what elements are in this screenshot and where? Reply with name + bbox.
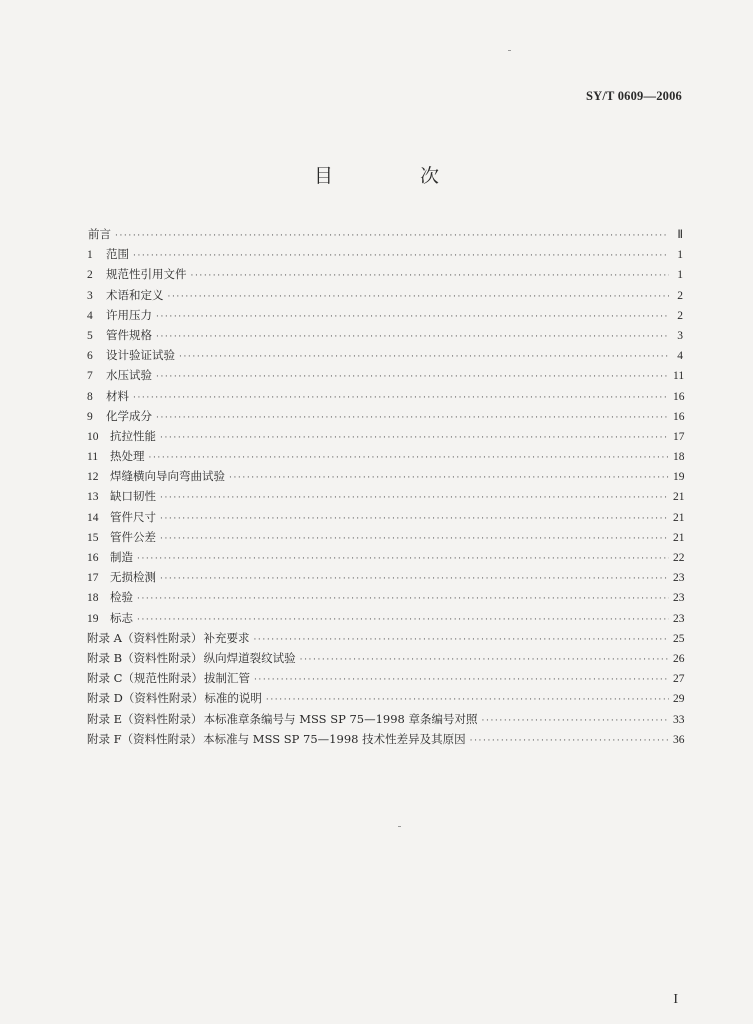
scan-speck — [398, 826, 401, 827]
dot-leader — [156, 413, 669, 423]
toc-entry-page: 11 — [673, 370, 685, 383]
toc-entry[interactable] — [87, 569, 683, 589]
appendix-heading: 附录 B（资料性附录） — [87, 650, 203, 665]
toc-entry-title: 管件尺寸 — [110, 509, 156, 524]
dot-leader — [482, 716, 669, 726]
appendix-heading: 附录 E（资料性附录） — [87, 711, 203, 726]
appendix-title: 标准的说明 — [204, 691, 262, 706]
toc-entry-title: 焊缝横向导向弯曲试验 — [110, 469, 225, 484]
toc-entry-number: 8 — [87, 390, 93, 403]
toc-entry-title: 化学成分 — [106, 408, 152, 423]
dot-leader — [253, 635, 669, 645]
appendix-page: 25 — [673, 632, 685, 645]
appendix-page: 27 — [673, 673, 685, 686]
dot-leader — [160, 433, 669, 443]
appendix-heading: 附录 F（资料性附录） — [87, 731, 203, 746]
appendix-page: 36 — [673, 733, 685, 746]
toc-entry-title: 检验 — [110, 590, 133, 605]
toc-entry[interactable] — [87, 388, 683, 408]
dot-leader — [300, 655, 669, 665]
dot-leader — [156, 372, 669, 382]
dot-leader — [254, 675, 669, 685]
toc-entry-title: 管件公差 — [110, 529, 156, 544]
appendix-heading: 附录 D（资料性附录） — [87, 691, 204, 706]
toc-entry[interactable] — [87, 448, 683, 468]
appendix-page: 29 — [673, 693, 685, 706]
appendix-title: 拔制汇管 — [203, 671, 250, 686]
toc-entry[interactable] — [87, 610, 683, 630]
toc-entry[interactable] — [87, 226, 683, 246]
toc-entry-title: 管件规格 — [106, 327, 152, 342]
appendix-title: 本标准与 MSS SP 75—1998 技术性差异及其原因 — [203, 731, 466, 746]
dot-leader — [115, 231, 669, 241]
toc-entry[interactable] — [87, 488, 683, 508]
toc-entry-page: 18 — [673, 451, 685, 464]
toc-entry-page: 16 — [673, 410, 685, 423]
toc-entry[interactable] — [87, 246, 683, 266]
toc-appendix-entry[interactable] — [87, 630, 683, 650]
appendix-title: 本标准章条编号与 MSS SP 75—1998 章条编号对照 — [203, 711, 478, 726]
toc-entry[interactable] — [87, 589, 683, 609]
toc-entry-number: 3 — [87, 289, 93, 302]
toc-entry[interactable] — [87, 529, 683, 549]
toc-entry-page: 21 — [673, 491, 685, 504]
toc-entry-number: 1 — [87, 249, 93, 262]
toc-entry[interactable] — [87, 327, 683, 347]
toc-entry-number: 17 — [87, 572, 99, 585]
toc-entry[interactable] — [87, 367, 683, 387]
dot-leader — [133, 251, 669, 261]
toc-appendix-entry[interactable] — [87, 731, 683, 751]
toc-appendix-entry[interactable] — [87, 650, 683, 670]
toc-entry-title: 范围 — [106, 247, 129, 262]
scan-speck — [508, 50, 511, 51]
dot-leader — [266, 695, 669, 705]
toc-entry-title: 许用压力 — [106, 307, 152, 322]
toc-entry-number: 14 — [87, 511, 99, 524]
dot-leader — [137, 554, 669, 564]
toc-entry-number: 12 — [87, 471, 99, 484]
dot-leader — [133, 393, 669, 403]
dot-leader — [160, 514, 669, 524]
toc-entry-page: 23 — [673, 592, 685, 605]
toc-entry-number: 18 — [87, 592, 99, 605]
dot-leader — [137, 615, 669, 625]
toc-entry-page: 19 — [673, 471, 685, 484]
toc-entry[interactable] — [87, 509, 683, 529]
toc-entry-page: 2 — [677, 289, 683, 302]
toc-entry-number: 5 — [87, 329, 93, 342]
toc-appendix-entry[interactable] — [87, 711, 683, 731]
toc-entry-title: 热处理 — [110, 449, 145, 464]
toc-entry-number: 11 — [87, 451, 99, 464]
page-title: 目 次 — [313, 165, 473, 187]
toc-entry-page: 21 — [673, 511, 685, 524]
toc-entry-number: 15 — [87, 531, 99, 544]
toc-entry-page: 3 — [677, 329, 683, 342]
toc-entry[interactable] — [87, 408, 683, 428]
toc-entry-title: 规范性引用文件 — [106, 267, 187, 282]
toc-entry[interactable] — [87, 428, 683, 448]
toc-entry[interactable] — [87, 468, 683, 488]
dot-leader — [179, 352, 669, 362]
toc-entry-page: 2 — [677, 309, 683, 322]
toc-entry-title: 制造 — [110, 550, 133, 564]
dot-leader — [156, 332, 669, 342]
appendix-title: 纵向焊道裂纹试验 — [203, 650, 296, 665]
page-folio: I — [673, 992, 678, 1007]
appendix-title: 补充要求 — [203, 630, 250, 645]
toc-entry-page: 16 — [673, 390, 685, 403]
toc-entry-title: 标志 — [110, 610, 133, 625]
toc-entry-page: 21 — [673, 531, 685, 544]
toc-entry-page: 17 — [673, 430, 685, 443]
appendix-page: 33 — [673, 713, 685, 726]
toc-entry-number: 7 — [87, 370, 93, 383]
toc-entry-number: 9 — [87, 410, 93, 423]
toc-entry-page: 22 — [673, 552, 685, 564]
dot-leader — [191, 271, 670, 281]
toc-entry-title: 前言 — [88, 227, 111, 241]
toc-entry-number: 19 — [87, 612, 99, 625]
toc-entry-title: 无损检测 — [110, 570, 156, 585]
toc-appendix-entry[interactable] — [87, 690, 683, 710]
toc-entry-number: 6 — [87, 350, 93, 363]
toc-entry-title: 抗拉性能 — [110, 428, 156, 443]
toc-entry-title: 缺口韧性 — [110, 489, 156, 504]
toc-entry-page: Ⅱ — [677, 229, 683, 241]
toc-entry-page: 1 — [677, 249, 683, 262]
toc-entry-page: 23 — [673, 572, 685, 585]
toc-entry-page: 4 — [677, 350, 683, 363]
dot-leader — [470, 736, 669, 746]
toc-entry-page: 23 — [673, 612, 685, 625]
dot-leader — [156, 312, 669, 322]
toc-entry-number: 16 — [87, 552, 99, 564]
toc-entry-number: 13 — [87, 491, 99, 504]
toc-entry[interactable] — [87, 549, 683, 569]
toc-entry-number: 10 — [87, 430, 99, 443]
dot-leader — [160, 574, 669, 584]
table-of-contents — [87, 226, 683, 751]
toc-entry-title: 术语和定义 — [106, 287, 164, 302]
dot-leader — [168, 292, 670, 302]
dot-leader — [137, 594, 669, 604]
appendix-page: 26 — [673, 652, 685, 665]
toc-appendix-entry[interactable] — [87, 670, 683, 690]
standard-code: SY/T 0609—2006 — [586, 89, 682, 103]
toc-entry-title: 材料 — [106, 388, 129, 403]
toc-entry-page: 1 — [677, 269, 683, 282]
dot-leader — [229, 473, 669, 483]
appendix-heading: 附录 A（资料性附录） — [87, 630, 203, 645]
toc-entry-number: 2 — [87, 269, 93, 282]
dot-leader — [160, 534, 669, 544]
toc-entry[interactable] — [87, 266, 683, 286]
toc-entry-number: 4 — [87, 309, 93, 322]
appendix-heading: 附录 C（规范性附录） — [87, 671, 203, 686]
dot-leader — [149, 453, 670, 463]
toc-entry[interactable] — [87, 287, 683, 307]
toc-entry[interactable] — [87, 307, 683, 327]
toc-entry-title: 水压试验 — [106, 368, 152, 383]
toc-entry[interactable] — [87, 347, 683, 367]
toc-entry-title: 设计验证试验 — [106, 348, 175, 363]
dot-leader — [160, 493, 669, 503]
